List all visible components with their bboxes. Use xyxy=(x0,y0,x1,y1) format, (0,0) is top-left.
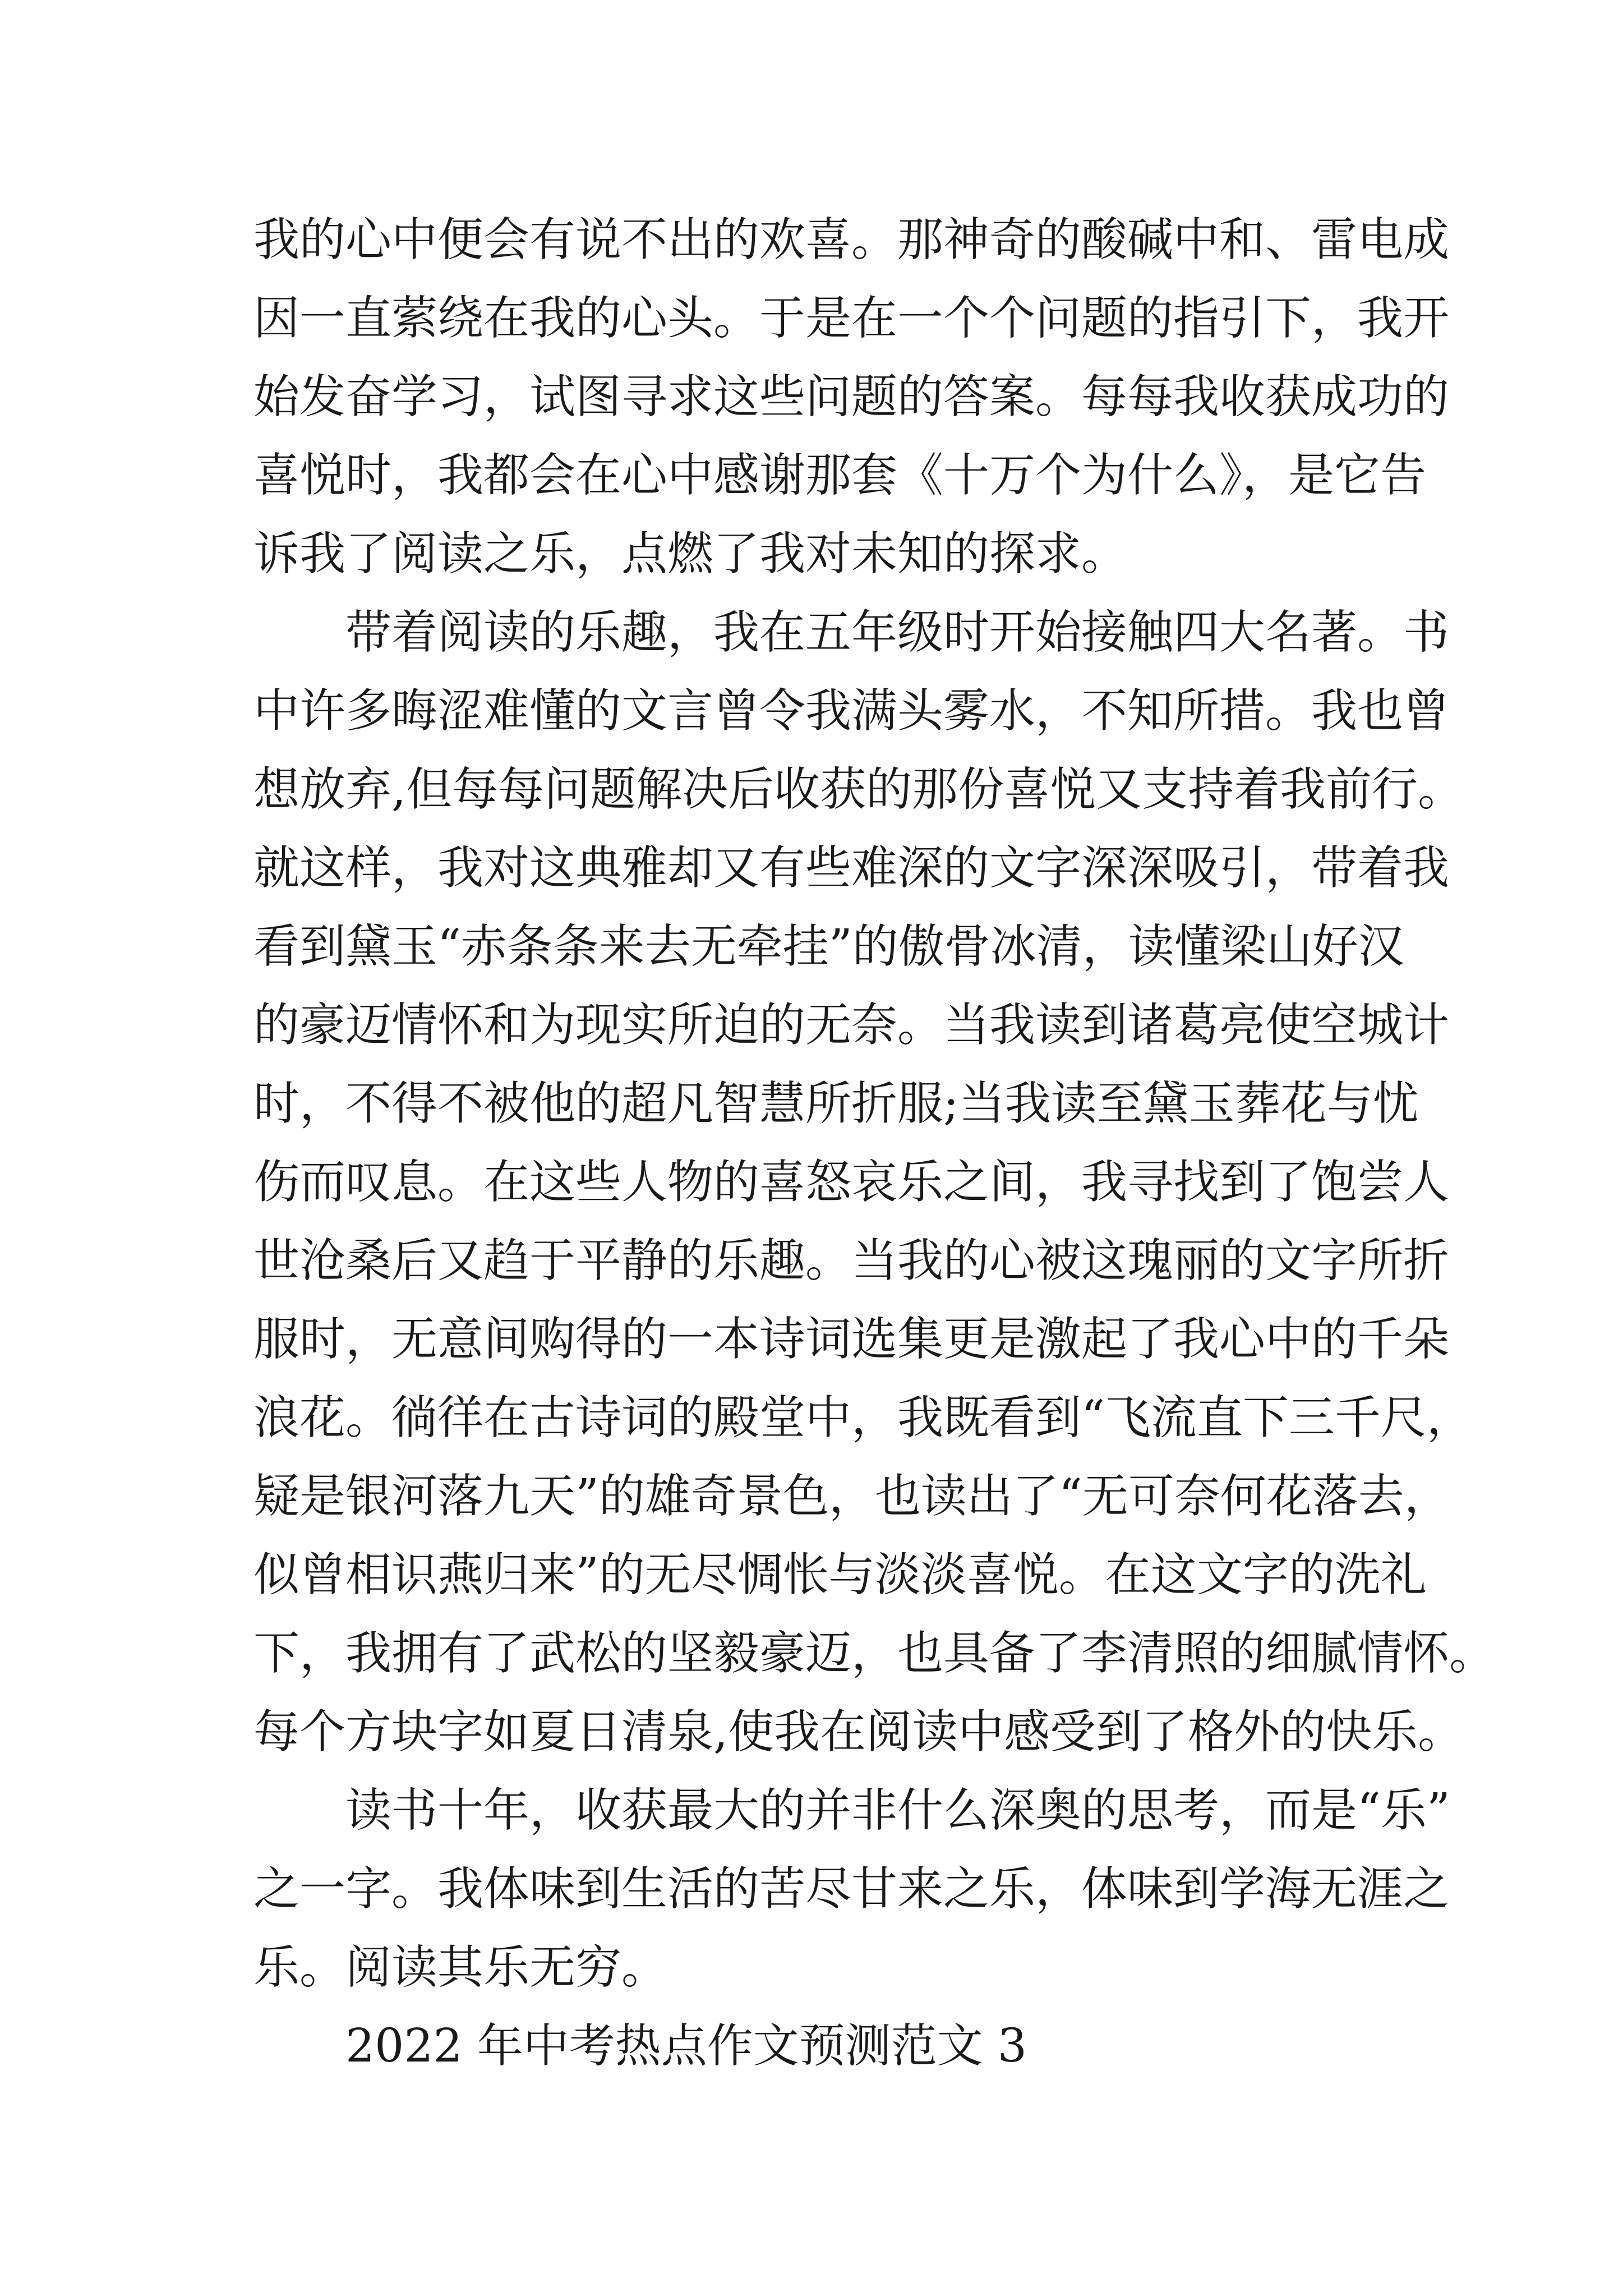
text-line: 喜悦时，我都会在心中感谢那套《十万个为什么》，是它告 xyxy=(253,449,1427,502)
section-heading: 2022 年中考热点作文预测范文 3 xyxy=(345,2019,1027,2073)
text-line: 时，不得不被他的超凡智慧所折服;当我读至黛玉葬花与忧 xyxy=(253,1077,1419,1130)
text-line: 中许多晦涩难懂的文言曾令我满头雾水，不知所措。我也曾 xyxy=(253,684,1450,738)
text-line: 服时，无意间购得的一本诗词选集更是激起了我心中的千朵 xyxy=(253,1313,1450,1366)
text-line: 想放弃,但每每问题解决后收获的那份喜悦又支持着我前行。 xyxy=(253,763,1464,816)
text-line: 我的心中便会有说不出的欢喜。那神奇的酸碱中和、雷电成 xyxy=(253,213,1450,266)
text-line: 就这样，我对这典雅却又有些难深的文字深深吸引，带着我 xyxy=(253,841,1450,895)
text-line: 世沧桑后又趋于平静的乐趣。当我的心被这瑰丽的文字所折 xyxy=(253,1234,1450,1287)
text-line: 浪花。徜徉在古诗词的殿堂中，我既看到“飞流直下三千尺， xyxy=(253,1391,1473,1444)
text-line: 诉我了阅读之乐，点燃了我对未知的探求。 xyxy=(253,527,1128,581)
text-line: 似曾相识燕归来”的无尽惆怅与淡淡喜悦。在这文字的洗礼 xyxy=(253,1548,1427,1602)
text-line: 每个方块字如夏日清泉,使我在阅读中感受到了格外的快乐。 xyxy=(253,1705,1464,1759)
paragraph-start-line: 带着阅读的乐趣，我在五年级时开始接触四大名著。书 xyxy=(345,606,1450,659)
text-line: 乐。阅读其乐无穷。 xyxy=(253,1941,668,1994)
text-line: 之一字。我体味到生活的苦尽甘来之乐，体味到学海无涯之 xyxy=(253,1862,1450,1916)
text-line: 看到黛玉“赤条条来去无牵挂”的傲骨冰清，读懂梁山好汉 xyxy=(253,920,1404,973)
text-line: 的豪迈情怀和为现实所迫的无奈。当我读到诸葛亮使空城计 xyxy=(253,999,1450,1052)
text-line: 下，我拥有了武松的坚毅豪迈，也具备了李清照的细腻情怀。 xyxy=(253,1627,1496,1680)
text-line: 因一直萦绕在我的心头。于是在一个个问题的指引下，我开 xyxy=(253,292,1450,345)
text-line: 疑是银河落九天”的雄奇景色，也读出了“无可奈何花落去， xyxy=(253,1470,1450,1523)
essay-body xyxy=(253,201,1496,2086)
text-line: 始发奋学习，试图寻求这些问题的答案。每每我收获成功的 xyxy=(253,370,1450,424)
text-line: 伤而叹息。在这些人物的喜怒哀乐之间，我寻找到了饱尝人 xyxy=(253,1156,1450,1209)
paragraph-start-line: 读书十年，收获最大的并非什么深奥的思考，而是“乐” xyxy=(345,1784,1450,1837)
